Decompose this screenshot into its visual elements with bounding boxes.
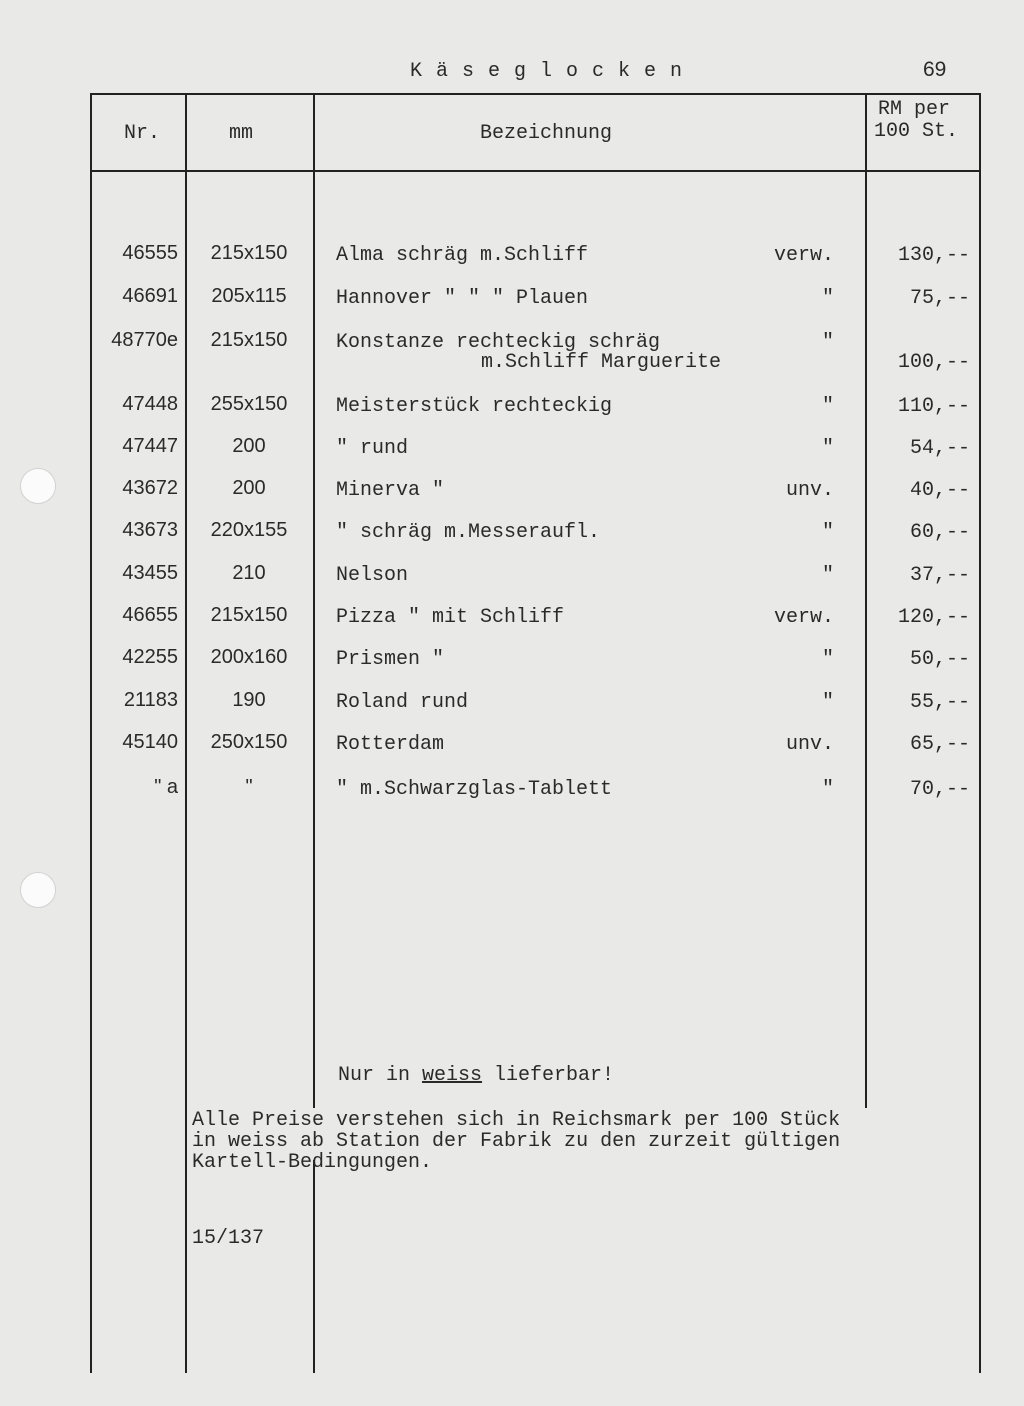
row-dimensions: 200 <box>232 435 266 457</box>
row-dimensions: 210 <box>232 562 266 584</box>
column-divider-price <box>865 93 867 1108</box>
column-header-nr: Nr. <box>124 122 161 145</box>
row-dimensions: 205x115 <box>211 285 287 307</box>
row-number: 47447 <box>122 435 178 457</box>
row-dimensions: 215x150 <box>210 242 288 264</box>
row-designation: Alma schräg m.Schliff <box>336 244 589 267</box>
column-header-price-line1: RM per <box>878 98 951 121</box>
document-code: 15/137 <box>192 1227 265 1250</box>
column-header-mm: mm <box>229 122 254 145</box>
row-status: " <box>821 778 834 801</box>
column-divider-mm <box>313 93 315 1108</box>
row-price: 120,-- <box>897 606 970 629</box>
row-dimensions: 220x155 <box>210 519 288 541</box>
column-header-price-line2: 100 St. <box>874 120 959 143</box>
page-title: Käseglocken <box>410 60 697 83</box>
row-number: 43455 <box>122 562 178 584</box>
row-number: 45140 <box>122 731 178 753</box>
punch-hole-bottom <box>20 872 56 908</box>
row-dimensions: 255x150 <box>210 393 288 415</box>
row-number: 42255 <box>122 646 178 668</box>
row-status: unv. <box>785 733 834 756</box>
row-status: " <box>821 521 834 544</box>
header-bottom-border <box>90 170 981 172</box>
row-number: 47448 <box>122 393 178 415</box>
row-status: " <box>821 287 834 310</box>
row-price: 37,-- <box>909 564 970 587</box>
row-status: " <box>821 331 834 354</box>
row-status: " <box>821 564 834 587</box>
availability-note <box>338 1065 614 1087</box>
row-status: unv. <box>785 479 834 502</box>
row-price: 40,-- <box>909 479 970 502</box>
row-status: verw. <box>773 244 834 267</box>
row-designation: Roland rund <box>336 691 469 714</box>
row-designation: " m.Schwarzglas-Tablett <box>336 778 613 801</box>
row-price: 65,-- <box>909 733 970 756</box>
row-number: 46555 <box>122 242 178 264</box>
table-left-border <box>90 93 92 1373</box>
row-price: 130,-- <box>897 244 970 267</box>
column-divider-mm-lower <box>313 1160 315 1373</box>
row-designation: Prismen " <box>336 648 445 671</box>
row-number: " a <box>154 776 178 798</box>
availability-note-prefix: Nur in <box>338 1064 423 1087</box>
row-price: 55,-- <box>909 691 970 714</box>
row-dimensions: 200x160 <box>210 646 288 668</box>
row-designation: " rund <box>336 437 409 460</box>
row-dimensions: 215x150 <box>210 329 288 351</box>
row-status: " <box>821 437 834 460</box>
row-designation: " schräg m.Messeraufl. <box>336 521 601 544</box>
row-status: " <box>821 691 834 714</box>
availability-note-suffix: lieferbar! <box>482 1064 615 1087</box>
row-designation: Meisterstück rechteckig <box>336 395 613 418</box>
row-designation: Pizza " mit Schliff <box>336 606 565 629</box>
availability-note-underlined: weiss <box>422 1064 483 1087</box>
row-dimensions: 200 <box>232 477 266 499</box>
row-dimensions: 190 <box>232 689 266 711</box>
row-number: 46655 <box>122 604 178 626</box>
row-price: 50,-- <box>909 648 970 671</box>
row-status: verw. <box>773 606 834 629</box>
row-price: 60,-- <box>909 521 970 544</box>
row-status: " <box>821 395 834 418</box>
row-number: 43673 <box>122 519 178 541</box>
footer-line-1: Alle Preise verstehen sich in Reichsmark per 100 Stück <box>192 1109 841 1132</box>
row-designation-continued: m.Schliff Marguerite <box>481 351 722 374</box>
table-top-border <box>90 93 981 95</box>
row-designation: Konstanze rechteckig schräg <box>336 331 661 354</box>
footer-line-3: Kartell-Bedingungen. <box>192 1151 433 1174</box>
row-number: 48770e <box>111 329 178 351</box>
row-number: 21183 <box>123 689 178 711</box>
row-number: 46691 <box>122 285 178 307</box>
row-number: 43672 <box>122 477 178 499</box>
row-dimensions: 215x150 <box>210 604 288 626</box>
row-designation: Rotterdam <box>336 733 445 756</box>
row-price: 54,-- <box>909 437 970 460</box>
page-number: 69 <box>923 58 947 81</box>
column-divider-nr <box>185 93 187 1373</box>
row-status: " <box>821 648 834 671</box>
table-right-border <box>979 93 981 1373</box>
punch-hole-top <box>20 468 56 504</box>
row-dimensions: 250x150 <box>210 731 288 753</box>
row-designation: Hannover " " " Plauen <box>336 287 589 310</box>
column-header-bezeichnung: Bezeichnung <box>480 122 613 145</box>
row-price: 100,-- <box>897 351 970 374</box>
row-designation: Nelson <box>336 564 409 587</box>
row-price: 70,-- <box>909 778 970 801</box>
row-price: 110,-- <box>897 395 970 418</box>
row-designation: Minerva " <box>336 479 445 502</box>
row-price: 75,-- <box>909 287 970 310</box>
footer-line-2: in weiss ab Station der Fabrik zu den zurzeit gültigen <box>192 1130 841 1153</box>
row-dimensions: " <box>245 776 253 798</box>
